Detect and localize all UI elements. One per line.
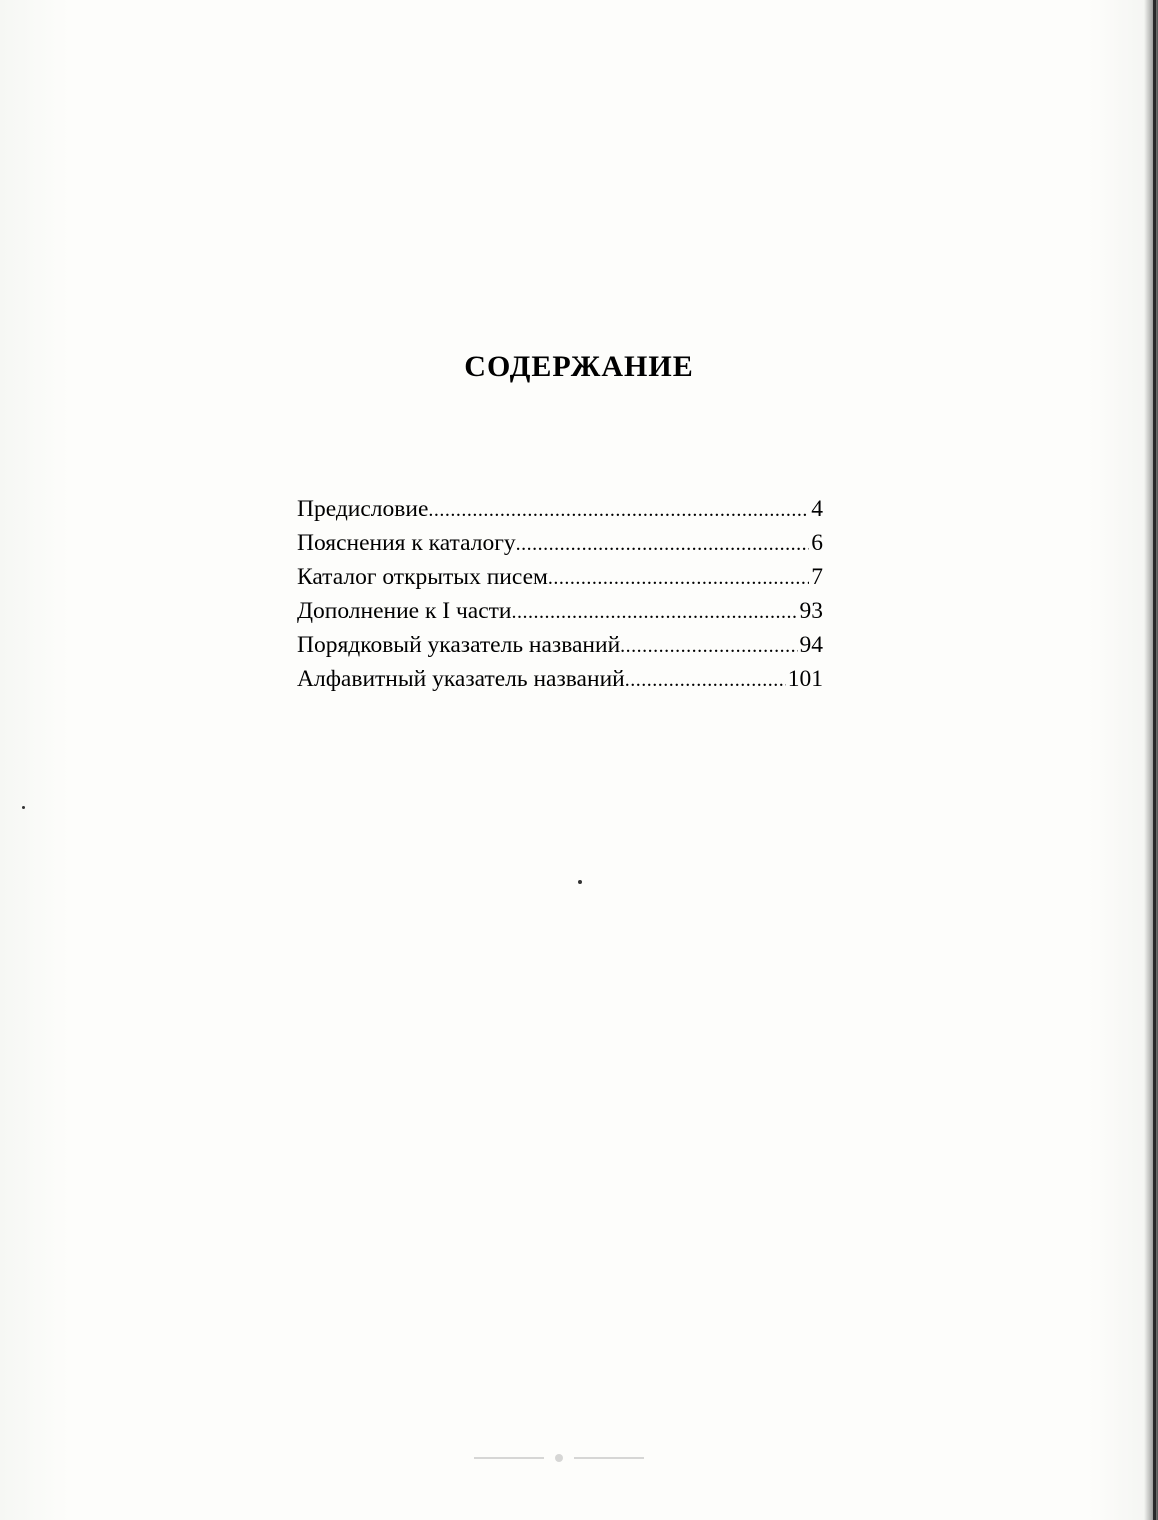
toc-entry-label: Каталог открытых писем xyxy=(297,564,548,590)
dust-speck xyxy=(578,880,582,884)
toc-entry-label: Пояснения к каталогу xyxy=(297,530,516,556)
toc-entry-page: 7 xyxy=(811,564,823,590)
toc-leader-dots xyxy=(625,663,786,697)
toc-entry-label: Алфавитный указатель названий xyxy=(297,666,625,692)
toc-entry-label: Порядковый указатель названий xyxy=(297,632,621,658)
toc-entry[interactable] xyxy=(297,628,823,662)
toc-entry[interactable] xyxy=(297,662,823,696)
toc-entry[interactable] xyxy=(297,492,823,526)
toc-entry-page: 101 xyxy=(787,666,823,692)
toc-entry-page: 94 xyxy=(799,632,823,658)
toc-leader-dots xyxy=(428,493,809,527)
toc-leader-dots xyxy=(516,527,810,561)
page-edge-line xyxy=(1153,0,1156,1520)
toc-entry-page: 93 xyxy=(799,598,823,624)
toc-entry-page: 6 xyxy=(811,530,823,556)
toc-leader-dots xyxy=(548,561,809,595)
dust-speck xyxy=(22,806,25,809)
footer-ornament-icon xyxy=(474,1452,644,1464)
table-of-contents xyxy=(297,492,823,696)
toc-leader-dots xyxy=(512,595,798,629)
toc-entry[interactable] xyxy=(297,526,823,560)
toc-leader-dots xyxy=(620,629,797,663)
toc-entry-label: Дополнение к I части xyxy=(297,598,512,624)
toc-entry-label: Предисловие xyxy=(297,496,429,522)
toc-entry[interactable] xyxy=(297,594,823,628)
toc-entry-page: 4 xyxy=(811,496,823,522)
page-title: СОДЕРЖАНИЕ xyxy=(464,350,694,383)
toc-entry[interactable] xyxy=(297,560,823,594)
